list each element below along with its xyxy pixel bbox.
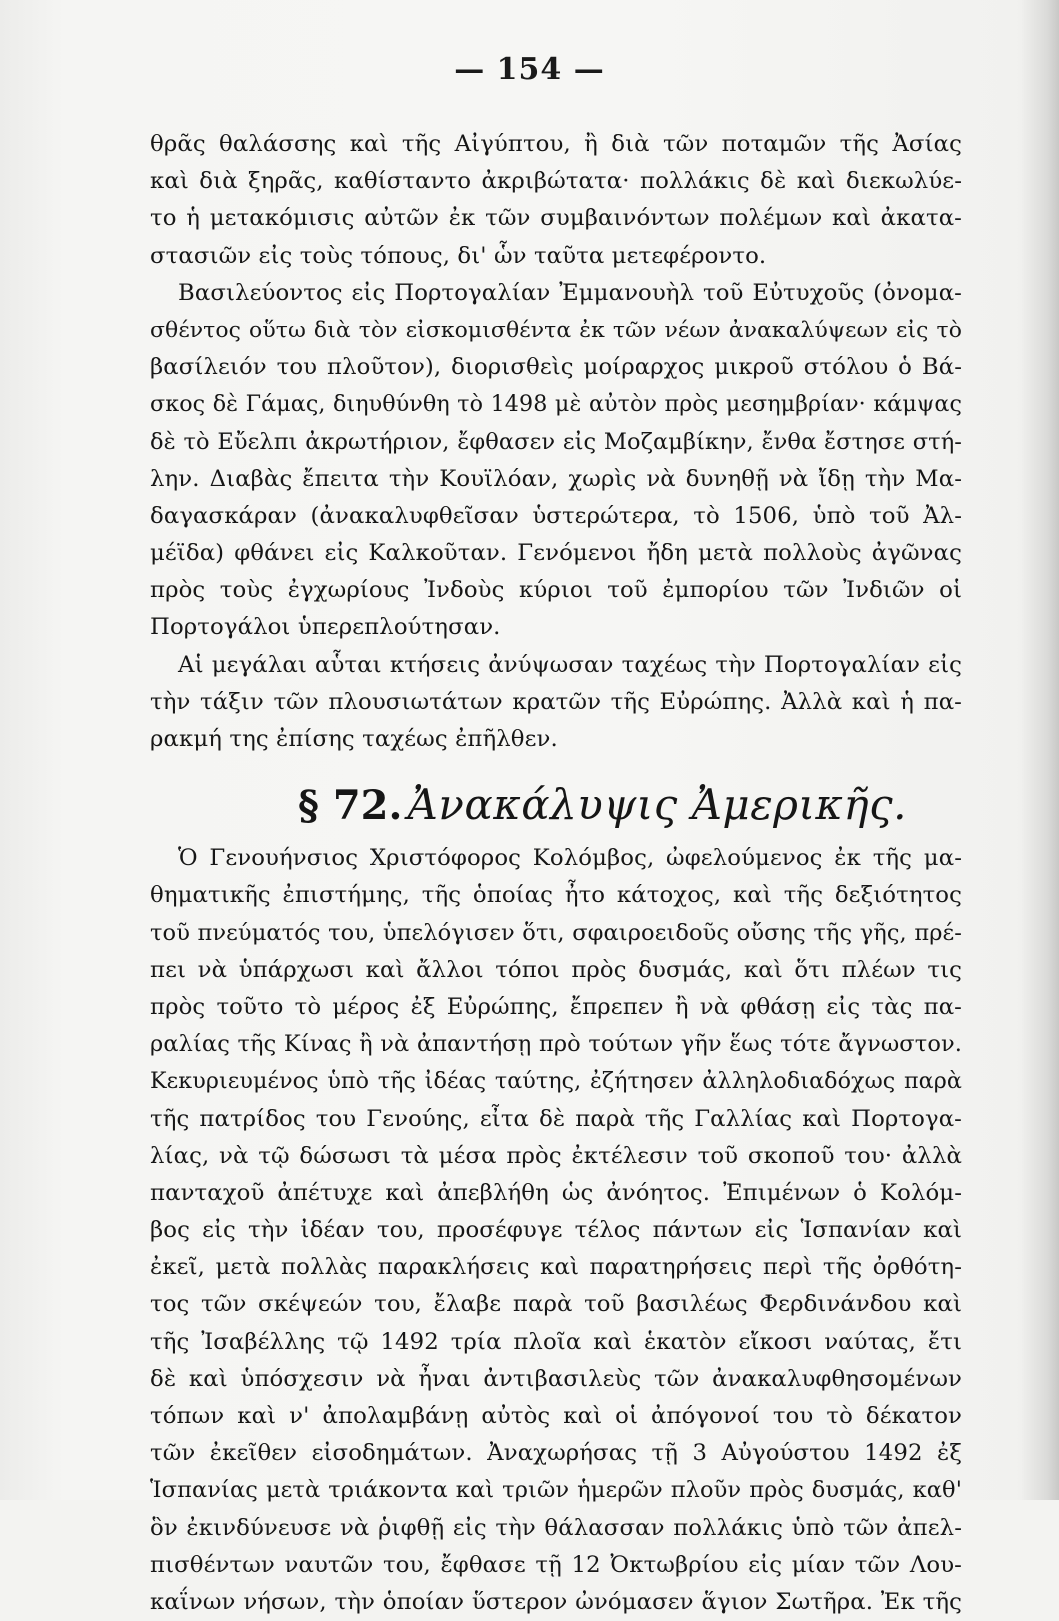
text-line: Ὁ Γενουήνσιος Χριστόφορος Κολόμβος, ὠφελούμενος ἐκ τῆς μα- xyxy=(178,845,962,872)
text-line: καὶ διὰ ξηρᾶς, καθίσταντο ἀκριβώτατα· πολλάκις δὲ καὶ διεκωλύε- xyxy=(150,168,962,195)
text-block xyxy=(150,126,962,1621)
text-line: ἐκεῖ, μετὰ πολλὰς παρακλήσεις καὶ παρατηρήσεις περὶ τῆς ὀρθότη- xyxy=(150,1254,962,1281)
text-line: Βασιλεύοντος εἰς Πορτογαλίαν Ἐμμανουὴλ τοῦ Εὐτυχοῦς (ὀνομα- xyxy=(178,279,962,306)
text-line: τῆς Ἰσαβέλλης τῷ 1492 τρία πλοῖα καὶ ἑκατὸν εἴκοσι ναύτας, ἔτι xyxy=(150,1328,962,1355)
text-line: βασίλειόν του πλοῦτον), διορισθεὶς μοίραρχος μικροῦ στόλου ὁ Βά- xyxy=(150,354,962,381)
text-line: πισθέντων ναυτῶν του, ἔφθασε τῇ 12 Ὀκτωβρίου εἰς μίαν τῶν Λου- xyxy=(150,1551,962,1578)
text-line: ὃν ἐκινδύνευσε νὰ ῥιφθῇ εἰς τὴν θάλασσαν πολλάκις ὑπὸ τῶν ἀπελ- xyxy=(150,1514,962,1541)
text-line: λίας, νὰ τῷ δώσωσι τὰ μέσα πρὸς ἐκτέλεσιν τοῦ σκοποῦ του· ἀλλὰ xyxy=(150,1142,962,1169)
text-line: σκος δὲ Γάμας, διηυθύνθη τὸ 1498 μὲ αὐτὸν πρὸς μεσημβρίαν· κάμψας xyxy=(150,391,962,418)
text-line: σθέντος οὕτω διὰ τὸν εἰσκομισθέντα ἐκ τῶν νέων ἀνακαλύψεων εἰς τὸ xyxy=(150,317,962,343)
text-line: θηματικῆς ἐπιστήμης, τῆς ὁποίας ἦτο κάτοχος, καὶ τῆς δεξιότητος xyxy=(150,882,962,909)
text-line: ραλίας τῆς Κίνας ἢ νὰ ἀπαντήσῃ πρὸ τούτων γῆν ἕως τότε ἄγνωστον. xyxy=(150,1031,962,1058)
text-line: τῆς πατρίδος του Γενούης, εἶτα δὲ παρὰ τῆς Γαλλίας καὶ Πορτογα- xyxy=(150,1105,962,1132)
text-line: δὲ τὸ Εὔελπι ἀκρωτήριον, ἔφθασεν εἰς Μοζαμβίκην, ἔνθα ἔστησε στή- xyxy=(150,428,962,455)
text-line: τος τῶν σκέψεών του, ἔλαβε παρὰ τοῦ βασιλέως Φερδινάνδου καὶ xyxy=(150,1291,962,1318)
text-line: δαγασκάραν (ἀνακαλυφθεῖσαν ὑστερώτερα, τὸ 1506, ὑπὸ τοῦ Ἀλ- xyxy=(150,502,962,529)
text-line: καΐνων νήσων, τὴν ὁποίαν ὕστερον ὠνόμασεν ἅγιον Σωτῆρα. Ἐκ τῆς xyxy=(150,1588,962,1615)
text-line: βος εἰς τὴν ἰδέαν του, προσέφυγε τέλος πάντων εἰς Ἱσπανίαν καὶ xyxy=(150,1217,962,1244)
text-line: τόπων καὶ ν' ἀπολαμβάνῃ αὐτὸς καὶ οἱ ἀπόγονοί του τὸ δέκατον xyxy=(150,1403,962,1429)
text-line: μέϊδα) φθάνει εἰς Καλκοῦταν. Γενόμενοι ἤδη μετὰ πολλοὺς ἀγῶνας xyxy=(150,540,962,567)
text-line: τῶν ἐκεῖθεν εἰσοδημάτων. Ἀναχωρήσας τῇ 3 Αὐγούστου 1492 ἐξ xyxy=(150,1440,962,1467)
section-title: Ἀνακάλυψις Ἀμερικῆς. xyxy=(407,780,907,830)
text-line: λην. Διαβὰς ἔπειτα τὴν Κουϊλόαν, χωρὶς νὰ δυνηθῇ νὰ ἴδῃ τὴν Μα- xyxy=(150,465,962,492)
text-line: πανταχοῦ ἀπέτυχε καὶ ἀπεβλήθη ὡς ἀνόητος. Ἐπιμένων ὁ Κολόμ- xyxy=(150,1179,962,1206)
text-line: Αἱ μεγάλαι αὗται κτήσεις ἀνύψωσαν ταχέως τὴν Πορτογαλίαν εἰς xyxy=(178,651,962,678)
text-line: πει νὰ ὑπάρχωσι καὶ ἄλλοι τόποι πρὸς δυσμάς, καὶ ὅτι πλέων τις xyxy=(150,956,962,983)
text-line: πρὸς τοῦτο τὸ μέρος ἐξ Εὐρώπης, ἔπρεπεν ἢ νὰ φθάσῃ εἰς τὰς πα- xyxy=(150,993,962,1020)
text-line: Πορτογάλοι ὑπερεπλούτησαν. xyxy=(150,614,501,641)
text-line: τὴν τάξιν τῶν πλουσιωτάτων κρατῶν τῆς Εὐρώπης. Ἀλλὰ καὶ ἡ πα- xyxy=(150,688,962,715)
page-edge-shadow xyxy=(1021,0,1059,1500)
text-line: θρᾶς θαλάσσης καὶ τῆς Αἰγύπτου, ἢ διὰ τῶν ποταμῶν τῆς Ἀσίας xyxy=(150,131,962,157)
page-number: — 154 — xyxy=(454,52,605,87)
text-line: Κεκυριευμένος ὑπὸ τῆς ἰδέας ταύτης, ἐζήτησεν ἀλληλοδιαδόχως παρὰ xyxy=(150,1068,962,1095)
section-number: § 72. xyxy=(298,782,403,830)
text-line: τοῦ πνεύματός του, ὑπελόγισεν ὅτι, σφαιροειδοῦς οὔσης τῆς γῆς, πρέ- xyxy=(150,919,962,946)
text-line: δὲ καὶ ὑπόσχεσιν νὰ ἦναι ἀντιβασιλεὺς τῶν ἀνακαλυφθησομένων xyxy=(150,1365,962,1392)
text-line: πρὸς τοὺς ἐγχωρίους Ἰνδοὺς κύριοι τοῦ ἐμπορίου τῶν Ἰνδιῶν οἱ xyxy=(150,577,962,604)
section-heading xyxy=(150,774,962,836)
text-line: ρακμή της ἐπίσης ταχέως ἐπῆλθεν. xyxy=(150,726,558,752)
text-line: Ἱσπανίας μετὰ τριάκοντα καὶ τριῶν ἡμερῶν πλοῦν πρὸς δυσμάς, καθ' xyxy=(150,1477,962,1504)
text-line: το ἡ μετακόμισις αὐτῶν ἐκ τῶν συμβαινόντων πολέμων καὶ ἀκατα- xyxy=(150,205,962,232)
text-line: στασιῶν εἰς τοὺς τόπους, δι' ὧν ταῦτα μετεφέροντο. xyxy=(150,242,767,269)
